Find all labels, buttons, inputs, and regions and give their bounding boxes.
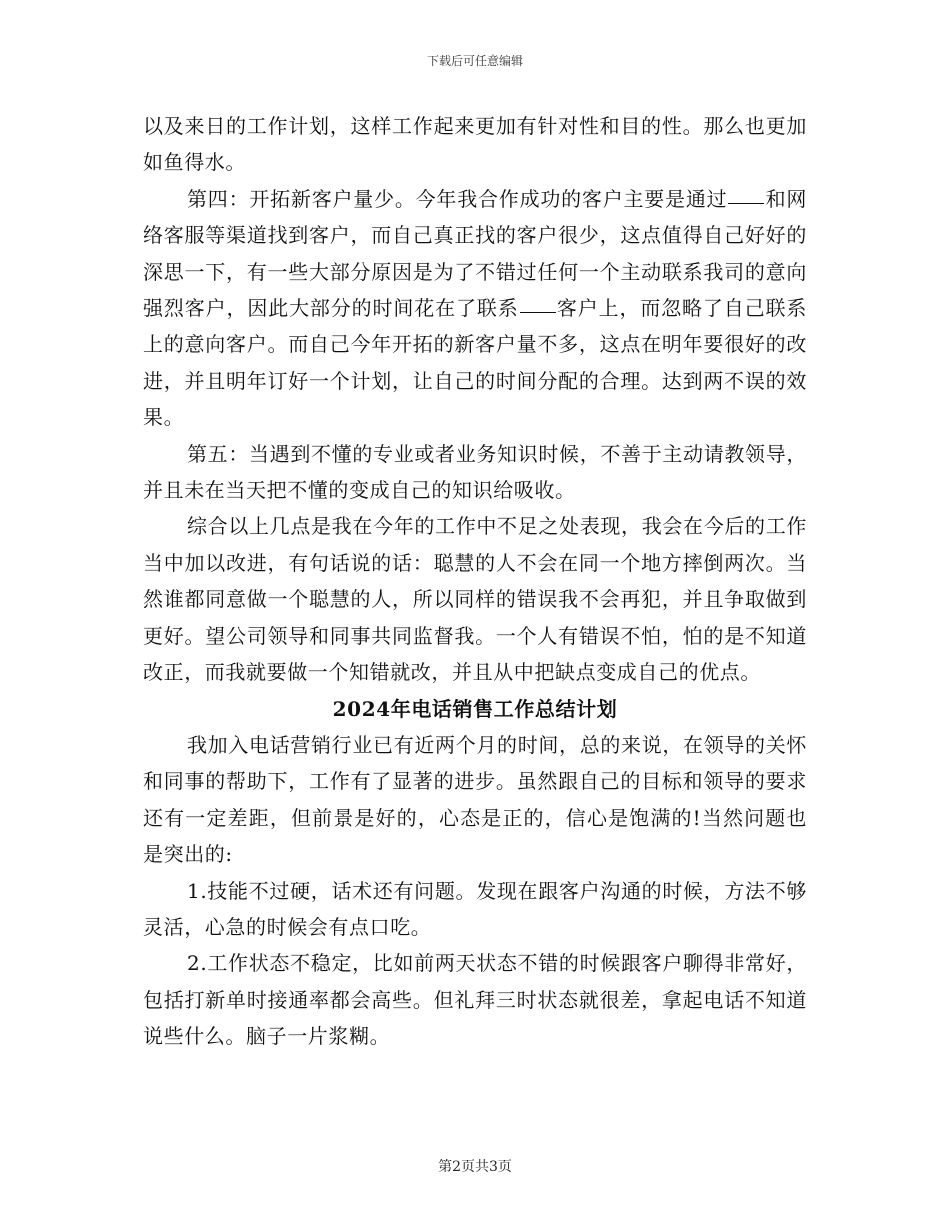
page-header: 下载后可任意编辑 bbox=[426, 54, 523, 68]
list-item-2: 2.工作状态不稳定，比如前两天状态不错的时候跟客户聊得非常好，包括打新单时接通率都会高些。但礼拜三时状态就很差，拿起电话不知道说些什么。脑子一片浆糊。 bbox=[143, 951, 807, 1049]
paragraph-text: 客户上，而忽略了自己联系上的意向客户。而自己今年开拓的新客户量不多，这点在明年要很好的改进，并且明年订好一个计划，让自己的时间分配的合理。达到两不误的效果。 bbox=[143, 296, 807, 430]
section-title: 2024年电话销售工作总结计划 bbox=[332, 696, 618, 721]
page-number: 第2页共3页 bbox=[438, 1159, 512, 1175]
paragraph-item-four bbox=[143, 181, 807, 436]
list-item-1: 1.技能不过硬，话术还有问题。发现在跟客户沟通的时候，方法不够灵活，心急的时候会有点口吃。 bbox=[143, 878, 807, 939]
paragraph: 以及来日的工作计划，这样工作起来更加有针对性和目的性。那么也更加如鱼得水。 bbox=[143, 114, 807, 175]
paragraph-item-five: 第五：当遇到不懂的专业或者业务知识时候，不善于主动请教领导，并且未在当天把不懂的变成自己的知识给吸收。 bbox=[143, 441, 807, 503]
blank-underline bbox=[520, 311, 556, 313]
paragraph-intro: 我加入电话营销行业已有近两个月的时间，总的来说，在领导的关怀和同事的帮助下，工作有了显著的进步。虽然跟自己的目标和领导的要求还有一定差距，但前景是好的，心态是正的，信心是饱满的!当然问题也是突出的: bbox=[143, 732, 807, 867]
blank-underline bbox=[728, 202, 764, 204]
document-body bbox=[143, 108, 807, 1055]
paragraph-summary: 综合以上几点是我在今年的工作中不足之处表现，我会在今后的工作当中加以改进，有句话说的话：聪慧的人不会在同一个地方摔倒两次。当然谁都同意做一个聪慧的人，所以同样的错误我不会再犯，并且争取做到更好。望公司领导和同事共同监督我。一个人有错误不怕，怕的是不知道改正，而我就要做一个知错就改，并且从中把缺点变成自己的优点。 bbox=[143, 514, 807, 685]
paragraph-text: 和网络客服等渠道找到客户，而自己真正找的客户很少，这点值得自己好好的深思一下，有一些大部分原因是为了不错过任何一个主动联系我司的意向强烈客户，因此大部分的时间花在了联系 bbox=[143, 186, 807, 321]
paragraph-text: 第四：开拓新客户量少。今年我合作成功的客户主要是通过 bbox=[187, 186, 728, 211]
